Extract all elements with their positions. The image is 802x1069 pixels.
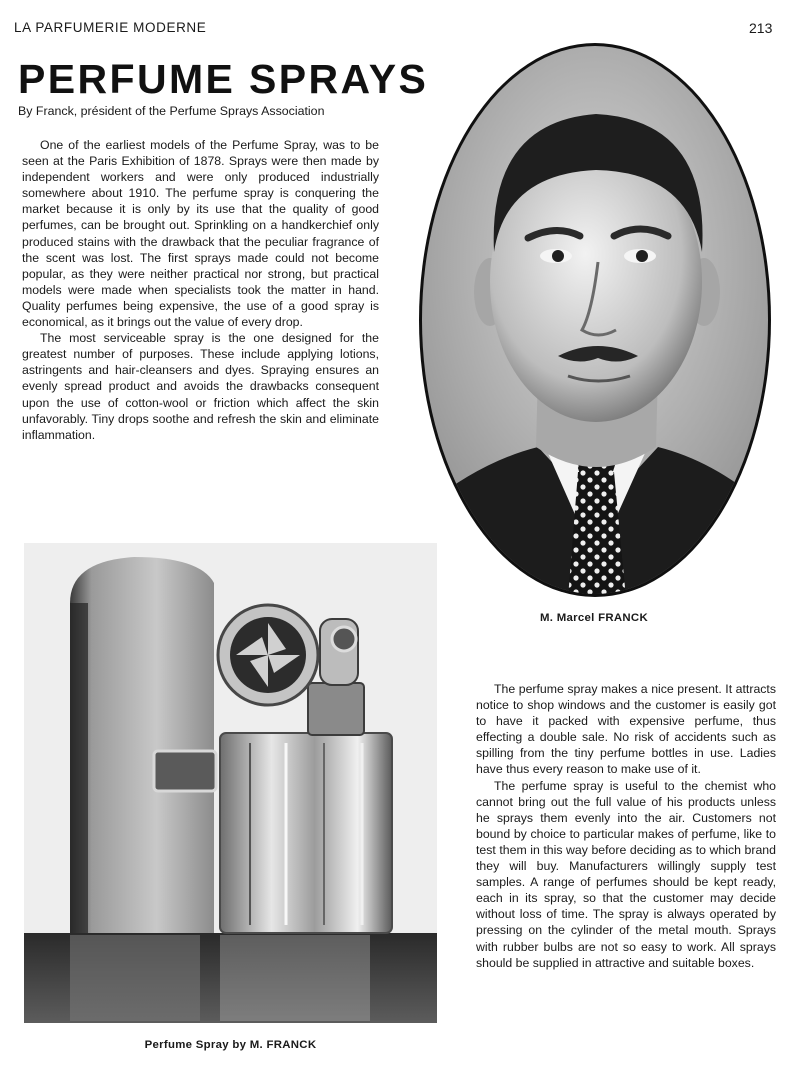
right-column [476, 681, 776, 971]
left-paragraph-1: One of the earliest models of the Perfume Spray, was to be seen at the Paris Exhibition of 1878. Sprays were then made by independent workers and were only produced industrially somewhere about 1910. The perfume spray is conquering the market because it is only by its use that the quality of good perfumes, can be brought out. Sprinkling on a handkerchief only produced stains with the drawback that the peculiar fragrance of the scent was lost. The first sprays made could not become popular, as they were neither practical nor strong, but practical models were made when specialists took the matter in hand. Quality perfumes being expensive, the use of a good spray is economical, as it brings out the value of every drop. [22, 138, 379, 330]
portrait-photo [418, 42, 772, 598]
right-paragraph-1: The perfume spray makes a nice present. It attracts notice to shop windows and the customer is easily got to have it packed with expensive perfume, thus effecting a double sale. No risk of accidents such as spilling from the tiny perfume bottles in use. Ladies have thus every reason to make use of it. [476, 682, 776, 777]
left-column [22, 137, 379, 443]
portrait-illustration [418, 42, 772, 598]
product-photo [24, 543, 437, 1023]
running-head: LA PARFUMERIE MODERNE [14, 20, 207, 35]
left-paragraph-2: The most serviceable spray is the one designed for the greatest number of purposes. These include applying lotions, astringents and hair-cleansers and dyes. Spraying ensures an evenly spread product and avoids the drawbacks consequent upon the use of cotton-wool or friction which affect the skin unfavorably. Tiny drops soothe and refresh the skin and eliminate inflammation. [22, 331, 379, 442]
right-paragraph-2: The perfume spray is useful to the chemist who cannot bring out the full value of his products unless he sprays them evenly into the air. Customers not bound by choice to particular makes of perfume, like to test them in this way before deciding as to which brand they will buy. Manufacturers willingly supply test samples. A range of perfumes should be kept ready, each in its spray, so that the customer may decide without loss of time. The spray is always operated by pressing on the cylinder of the metal mouth. Sprays with rubber bulbs are not so easy to work. All sprays should be supplied in attractive and suitable boxes. [476, 778, 776, 970]
page-number: 213 [749, 20, 773, 36]
article-byline: By Franck, président of the Perfume Sprays Association [18, 104, 325, 118]
photo-caption: Perfume Spray by M. FRANCK [144, 1039, 317, 1051]
portrait-caption: M. Marcel FRANCK [540, 612, 648, 624]
article-title: PERFUME SPRAYS [18, 56, 429, 102]
perfume-spray-illustration [24, 543, 437, 1023]
